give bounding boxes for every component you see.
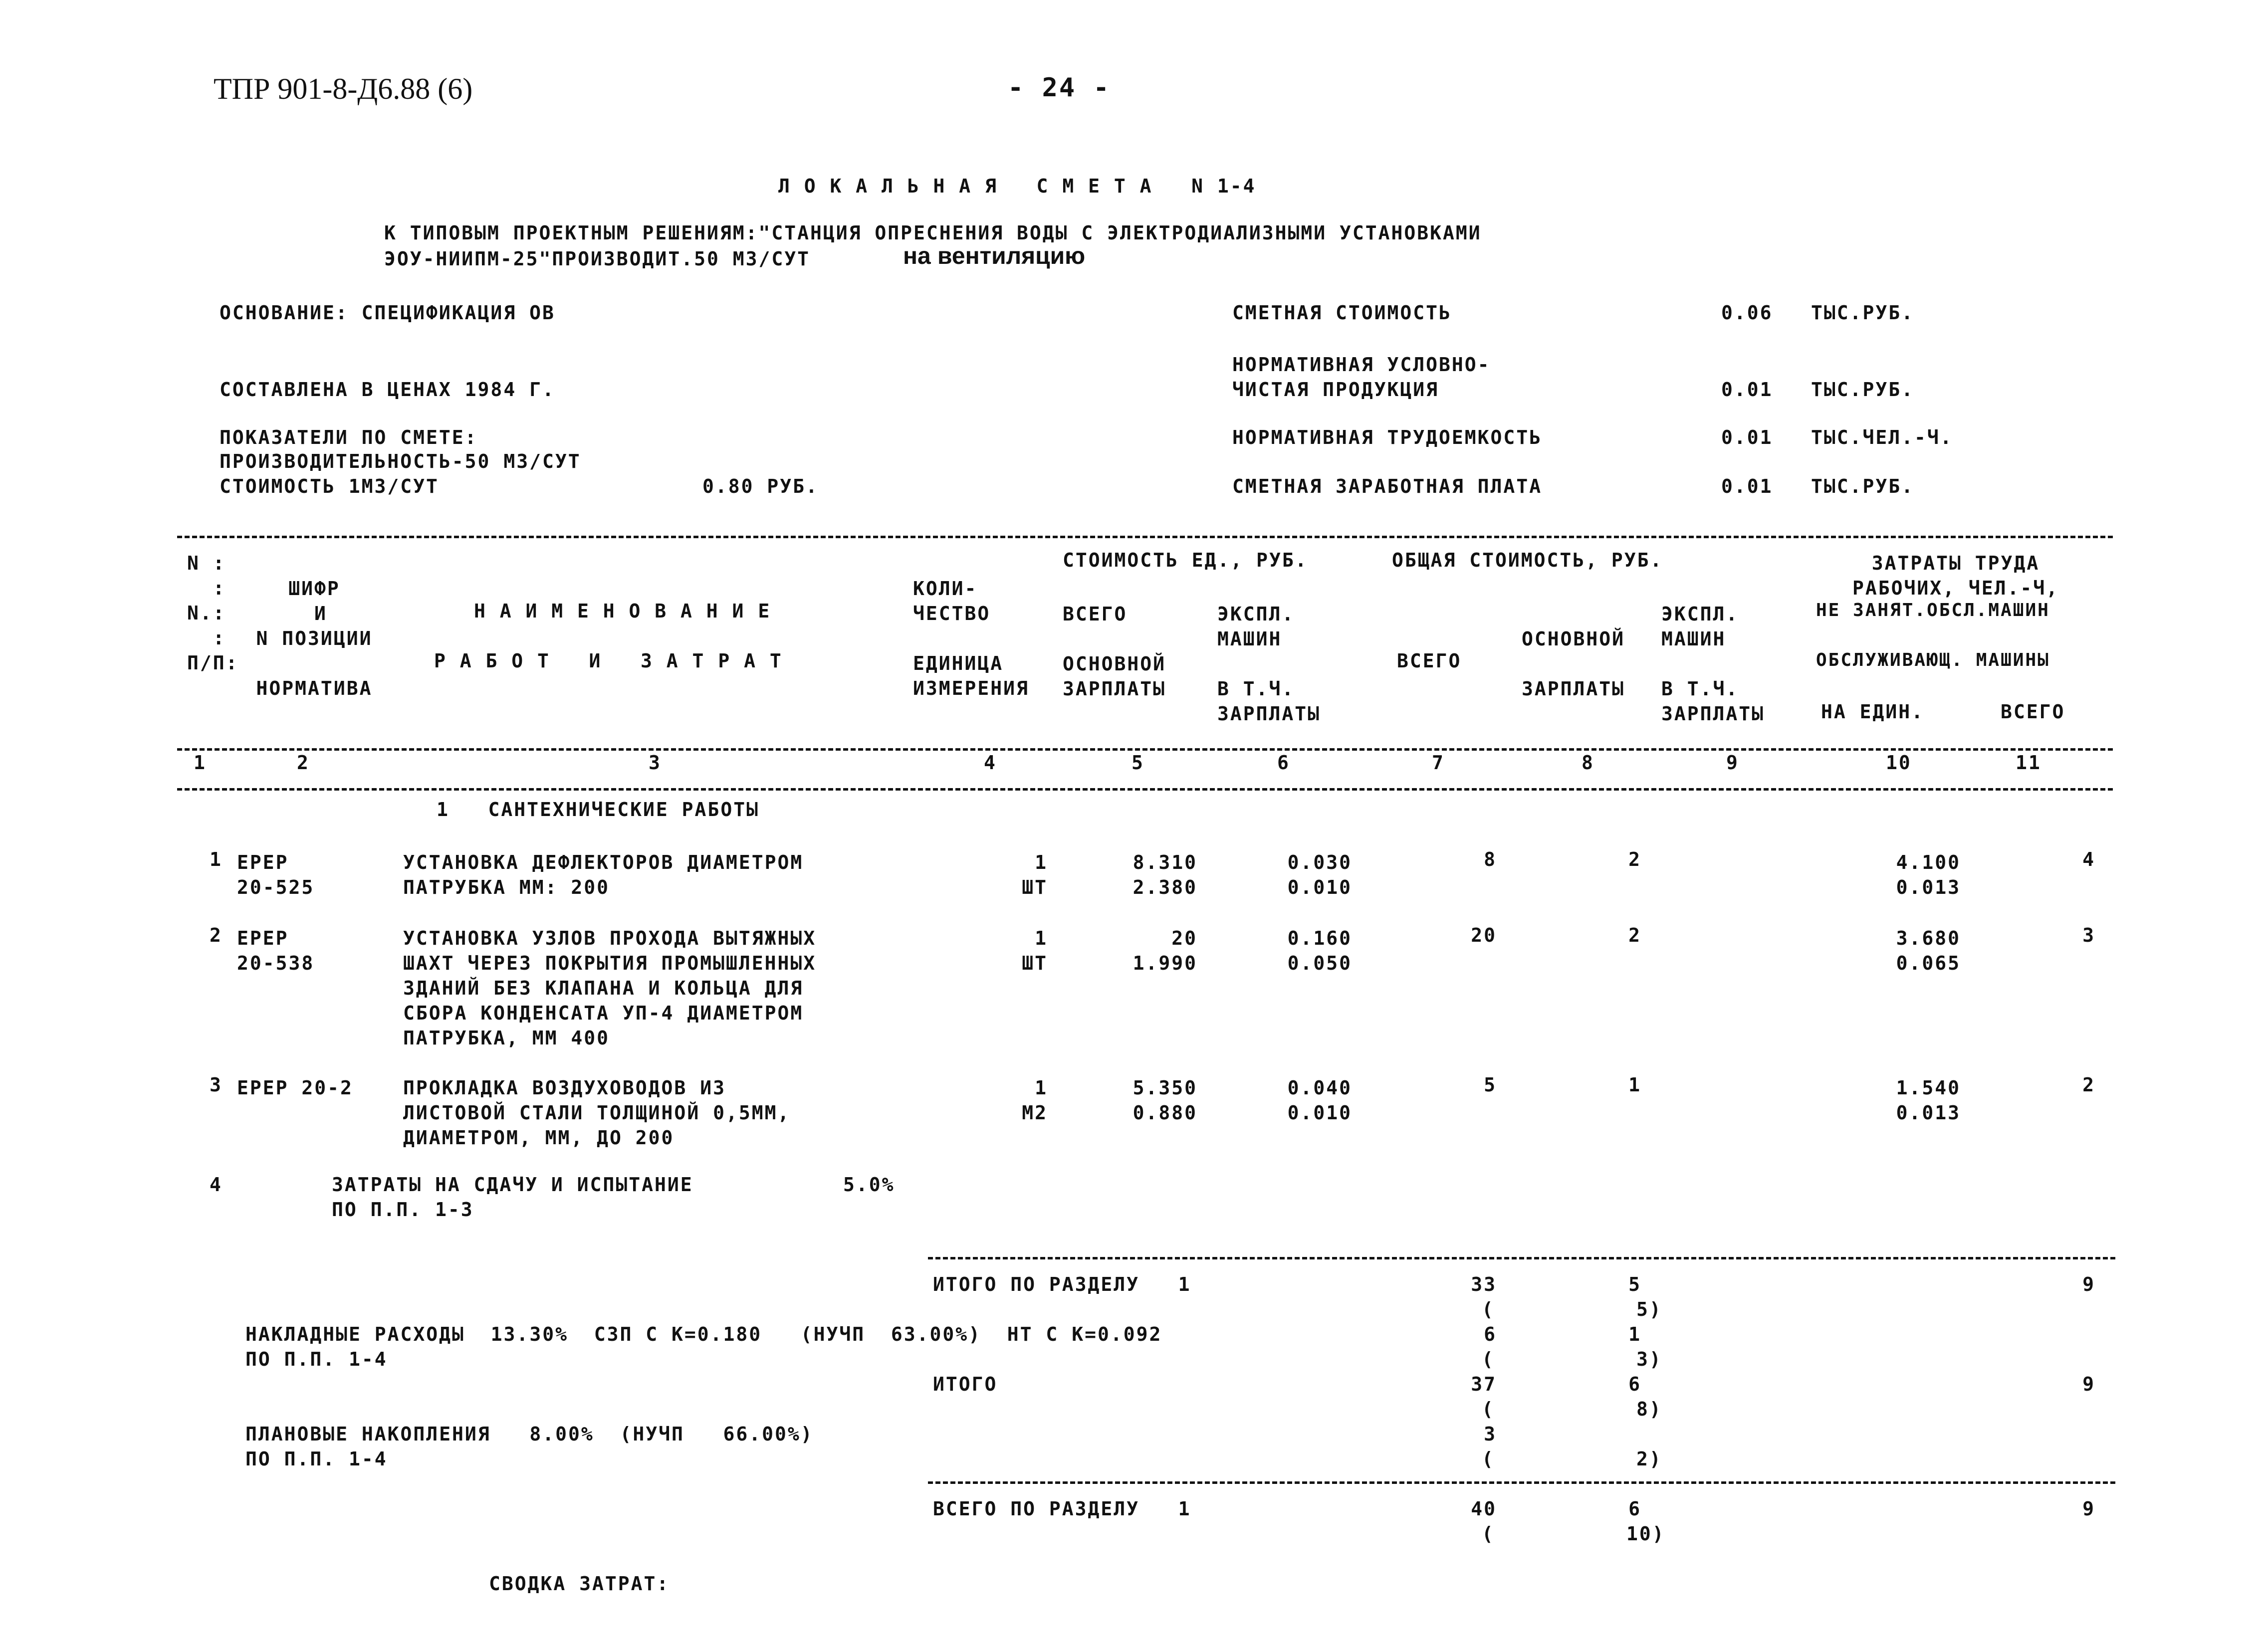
header-col-name-line1: Н А И М Е Н О В А Н И Е <box>474 600 771 622</box>
header-col-code: ШИФР И N ПОЗИЦИИ НОРМАТИВА <box>256 578 373 699</box>
row-unit-machines: 0.040 0.010 <box>1287 1077 1352 1124</box>
overhead-reference: ПО П.П. 1-4 <box>245 1348 388 1370</box>
overhead-paren-value: 3) <box>1636 1348 1662 1370</box>
grand-total-paren: ( <box>1482 1523 1495 1545</box>
col-number: 10 <box>1886 752 1912 774</box>
page-number: - 24 - <box>1008 73 1111 103</box>
estimate-cost-label: СМЕТНАЯ СТОИМОСТЬ <box>1232 302 1452 324</box>
wage-fund-label: СМЕТНАЯ ЗАРАБОТНАЯ ПЛАТА <box>1232 475 1543 497</box>
subtotal-label: ИТОГО <box>933 1373 998 1395</box>
row-unit-total: 8.310 2.380 <box>1133 851 1197 898</box>
document-code: ТПР 901-8-Д6.88 (6) <box>214 72 473 105</box>
row-code: ЕРЕР 20-2 <box>237 1077 353 1099</box>
row-total: 5 <box>1484 1074 1497 1096</box>
header-col-wages: ОСНОВНОЙ ЗАРПЛАТЫ <box>1522 628 1625 700</box>
header-col-number: N : : N.: : П/П: <box>187 552 239 674</box>
wage-fund-value: 0.01 <box>1721 475 1773 497</box>
net-product-value: 0.01 <box>1721 379 1773 401</box>
row-reference: ПО П.П. 1-3 <box>332 1199 474 1221</box>
header-col-total: ВСЕГО <box>1397 650 1462 672</box>
row-wages: 1 <box>1628 1074 1641 1096</box>
row-name: УСТАНОВКА ДЕФЛЕКТОРОВ ДИАМЕТРОМ ПАТРУБКА ММ: 200 <box>403 851 804 898</box>
col-number: 9 <box>1726 752 1739 774</box>
row-labor-total: 3 <box>2082 924 2095 946</box>
capacity: ПРОИЗВОДИТЕЛЬНОСТЬ-50 М3/СУТ <box>220 450 581 472</box>
summary-of-costs: СВОДКА ЗАТРАТ: <box>489 1573 670 1595</box>
overhead-paren: ( <box>1482 1348 1495 1370</box>
row-number: 3 <box>210 1074 223 1096</box>
section-total-wages: 5 <box>1628 1273 1641 1295</box>
header-col-labor-total: ВСЕГО <box>2001 701 2065 723</box>
labor-intensity-value: 0.01 <box>1721 426 1773 448</box>
savings-paren-value: 2) <box>1636 1448 1662 1470</box>
estimate-cost-value: 0.06 <box>1721 302 1773 324</box>
row-total: 8 <box>1484 848 1497 870</box>
col-number: 11 <box>2016 752 2041 774</box>
row-labor-unit: 1.540 0.013 <box>1896 1077 1961 1124</box>
unit-cost-label: СТОИМОСТЬ 1М3/СУТ <box>220 475 439 497</box>
wage-fund-unit: ТЫС.РУБ. <box>1811 475 1915 497</box>
table-rule-top <box>177 536 2113 538</box>
row-quantity: 1 М2 <box>1022 1077 1048 1124</box>
row-unit-machines: 0.030 0.010 <box>1287 851 1352 898</box>
subtotal-wages: 6 <box>1628 1373 1641 1395</box>
labor-intensity-unit: ТЫС.ЧЕЛ.-Ч. <box>1811 426 1953 448</box>
row-labor-total: 2 <box>2082 1074 2095 1096</box>
section-total-paren: ( <box>1482 1298 1495 1320</box>
estimate-cost-unit: ТЫС.РУБ. <box>1811 302 1915 324</box>
row-name: УСТАНОВКА УЗЛОВ ПРОХОДА ВЫТЯЖНЫХ ШАХТ ЧЕРЕЗ ПОКРЫТИЯ ПРОМЫШЛЕННЫХ ЗДАНИЙ БЕЗ КЛАПАНА И КОЛЬЦА ДЛЯ СБОРА КОНДЕНСАТА УП-4 ДИАМЕТРОМ ПАТРУБКА, ММ 400 <box>403 927 817 1049</box>
col-number: 3 <box>649 752 662 774</box>
subtitle-line-1: К ТИПОВЫМ ПРОЕКТНЫМ РЕШЕНИЯМ:"СТАНЦИЯ ОПРЕСНЕНИЯ ВОДЫ С ЭЛЕКТРОДИАЛИЗНЫМИ УСТАНОВКАМИ <box>384 222 1482 244</box>
grand-total-wages: 6 <box>1628 1498 1641 1520</box>
col-number: 8 <box>1582 752 1594 774</box>
row-wages: 2 <box>1628 848 1641 870</box>
unit-cost-value: 0.80 РУБ. <box>702 475 819 497</box>
subtotal-value: 37 <box>1471 1373 1497 1395</box>
basis: ОСНОВАНИЕ: СПЕЦИФИКАЦИЯ ОВ <box>220 302 555 324</box>
row-number: 4 <box>210 1174 223 1196</box>
row-wages: 2 <box>1628 924 1641 946</box>
summary-rule-bottom <box>928 1481 2115 1484</box>
header-labor-sub2: ОБСЛУЖИВАЮЩ. МАШИНЫ <box>1816 650 2050 670</box>
row-quantity: 1 ШТ <box>1022 927 1048 974</box>
document-title: Л О К А Л Ь Н А Я С М Е Т А N 1-4 <box>778 175 1256 197</box>
col-number: 6 <box>1277 752 1290 774</box>
row-name: ЗАТРАТЫ НА СДАЧУ И ИСПЫТАНИЕ <box>332 1174 693 1196</box>
price-base: СОСТАВЛЕНА В ЦЕНАХ 1984 Г. <box>220 379 555 401</box>
header-col-machines: ЭКСПЛ. МАШИН В Т.Ч. ЗАРПЛАТЫ <box>1661 603 1765 725</box>
section-total-labor: 9 <box>2082 1273 2095 1295</box>
savings-paren: ( <box>1482 1448 1495 1470</box>
row-number: 1 <box>210 848 223 870</box>
row-quantity: 1 ШТ <box>1022 851 1048 898</box>
subtitle-line-2: ЭОУ-НИИПМ-25"ПРОИЗВОДИТ.50 М3/СУТ <box>384 248 810 270</box>
header-col-unit-total: ВСЕГО ОСНОВНОЙ ЗАРПЛАТЫ <box>1063 603 1166 700</box>
row-code: ЕРЕР 20-525 <box>237 851 315 898</box>
header-col-quantity: КОЛИ- ЧЕСТВО ЕДИНИЦА ИЗМЕРЕНИЯ <box>913 578 1029 699</box>
header-col-name-line2: Р А Б О Т И З А Т Р А Т <box>434 650 783 672</box>
grand-total-labor: 9 <box>2082 1498 2095 1520</box>
overhead-wages: 1 <box>1628 1323 1641 1345</box>
overhead-total: 6 <box>1484 1323 1497 1345</box>
row-unit-total: 20 1.990 <box>1133 927 1197 974</box>
savings-label: ПЛАНОВЫЕ НАКОПЛЕНИЯ 8.00% (НУЧП 66.00%) <box>245 1423 814 1445</box>
row-percent: 5.0% <box>843 1174 895 1196</box>
table-rule-header-bottom <box>177 748 2113 751</box>
header-col-labor-unit: НА ЕДИН. <box>1821 701 1925 723</box>
col-number: 4 <box>984 752 997 774</box>
overhead-label: НАКЛАДНЫЕ РАСХОДЫ 13.30% СЗП С К=0.180 (НУЧП 63.00%) НТ С К=0.092 <box>245 1323 1162 1345</box>
col-number: 7 <box>1432 752 1445 774</box>
row-number: 2 <box>210 924 223 946</box>
row-code: ЕРЕР 20-538 <box>237 927 315 974</box>
section-total-value: 33 <box>1471 1273 1497 1295</box>
header-col-unit-machines: ЭКСПЛ. МАШИН В Т.Ч. ЗАРПЛАТЫ <box>1217 603 1321 725</box>
header-unit-cost-title: СТОИМОСТЬ ЕД., РУБ. <box>1063 549 1308 571</box>
subtotal-paren: ( <box>1482 1398 1495 1420</box>
row-labor-unit: 3.680 0.065 <box>1896 927 1961 974</box>
header-labor-sub1: НЕ ЗАНЯТ.ОБСЛ.МАШИН <box>1816 600 2050 620</box>
row-total: 20 <box>1471 924 1497 946</box>
grand-total-label: ВСЕГО ПО РАЗДЕЛУ 1 <box>933 1498 1191 1520</box>
net-product-unit: ТЫС.РУБ. <box>1811 379 1915 401</box>
subtotal-labor: 9 <box>2082 1373 2095 1395</box>
row-unit-machines: 0.160 0.050 <box>1287 927 1352 974</box>
header-total-cost-title: ОБЩАЯ СТОИМОСТЬ, РУБ. <box>1392 549 1663 571</box>
col-number: 2 <box>297 752 310 774</box>
row-unit-total: 5.350 0.880 <box>1133 1077 1197 1124</box>
table-rule-numbers-bottom <box>177 788 2113 791</box>
subtotal-paren-value: 8) <box>1636 1398 1662 1420</box>
section-total-paren-value: 5) <box>1636 1298 1662 1320</box>
section-title: 1 САНТЕХНИЧЕСКИЕ РАБОТЫ <box>437 799 759 821</box>
indicators-label: ПОКАЗАТЕЛИ ПО СМЕТЕ: <box>220 426 478 448</box>
header-labor-title: ЗАТРАТЫ ТРУДА РАБОЧИХ, ЧЕЛ.-Ч, <box>1852 552 2059 599</box>
net-product-label: НОРМАТИВНАЯ УСЛОВНО- ЧИСТАЯ ПРОДУКЦИЯ <box>1232 354 1491 401</box>
subtitle-handwritten: на вентиляцию <box>903 243 1086 269</box>
savings-reference: ПО П.П. 1-4 <box>245 1448 388 1470</box>
row-labor-unit: 4.100 0.013 <box>1896 851 1961 898</box>
savings-total: 3 <box>1484 1423 1497 1445</box>
row-name: ПРОКЛАДКА ВОЗДУХОВОДОВ ИЗ ЛИСТОВОЙ СТАЛИ ТОЛЩИНОЙ 0,5ММ, ДИАМЕТРОМ, ММ, ДО 200 <box>403 1077 791 1149</box>
row-labor-total: 4 <box>2082 848 2095 870</box>
grand-total-paren-value: 10) <box>1626 1523 1665 1545</box>
section-total-label: ИТОГО ПО РАЗДЕЛУ 1 <box>933 1273 1191 1295</box>
grand-total-value: 40 <box>1471 1498 1497 1520</box>
summary-rule-top <box>928 1257 2115 1259</box>
labor-intensity-label: НОРМАТИВНАЯ ТРУДОЕМКОСТЬ <box>1232 426 1543 448</box>
col-number: 1 <box>194 752 207 774</box>
col-number: 5 <box>1132 752 1144 774</box>
